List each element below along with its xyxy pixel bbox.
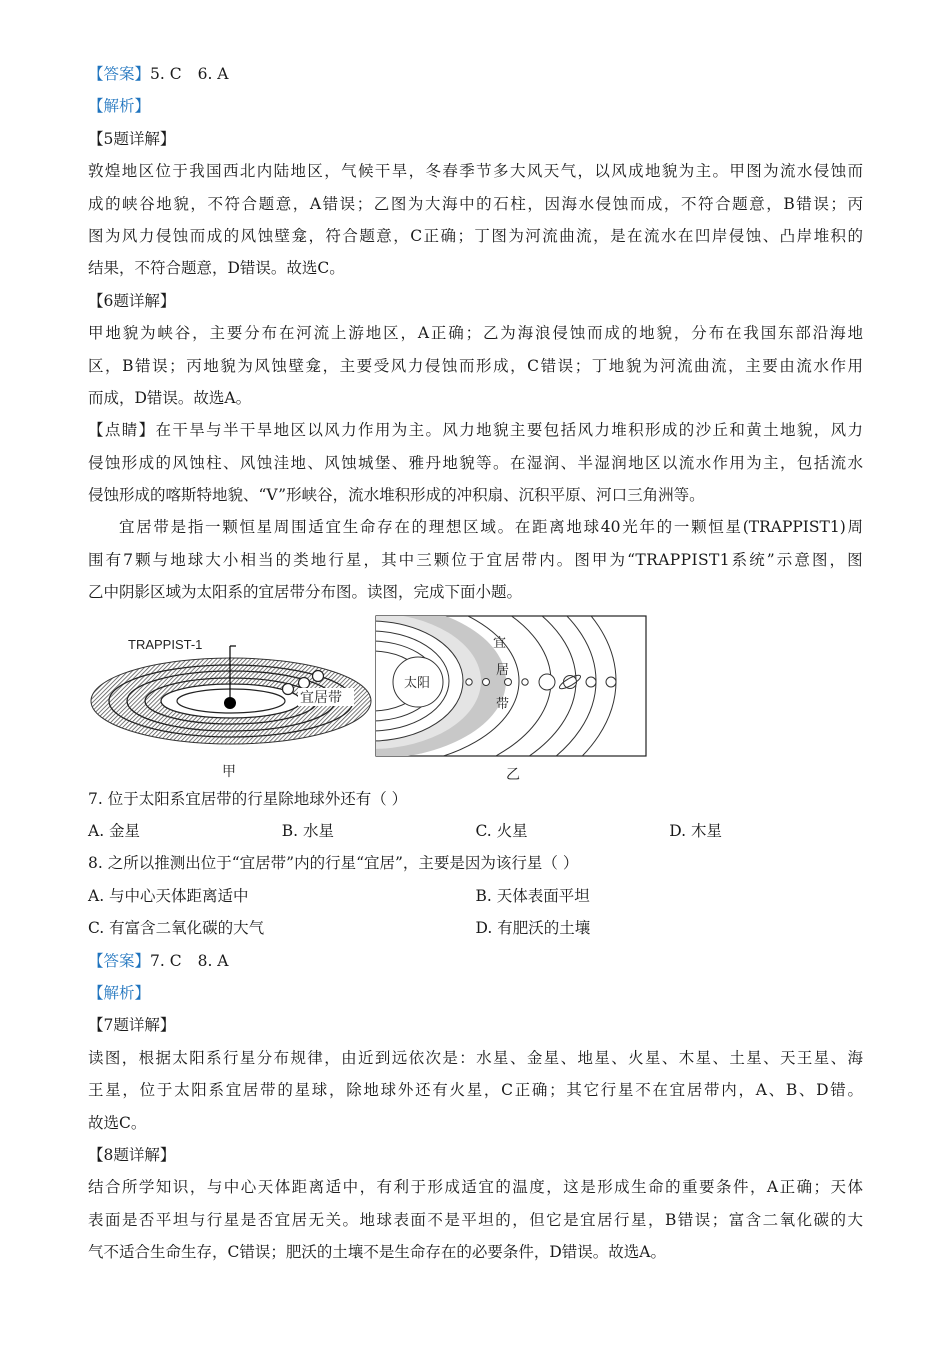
answer-8: 8. A [197,951,229,970]
q8-options-row-2 [88,912,863,944]
answer-7: 7. C [150,951,182,970]
sun-label: 太阳 [404,675,431,691]
q7-stem: 7. 位于太阳系宜居带的行星除地球外还有（ ） [88,789,408,808]
q7-option-b: B. 水星 [281,822,334,841]
q5-detail-line: 结果，不符合题意，D错误。故选C。 [88,259,345,278]
q7-detail-heading: 【7题详解】 [88,1016,176,1035]
q8-detail-line: 气不适合生命生存，C错误；肥沃的土壤不是生命存在的必要条件，D错误。故选A。 [88,1243,666,1262]
document-page [88,58,863,1269]
q8-stem: 8. 之所以推测出位于“宜居带”内的行星“宜居”，主要是因为该行星（ ） [88,854,579,873]
planet-icon [539,674,555,690]
panel-jia [91,637,371,780]
q5-detail-line: 成的峡谷地貌，不符合题意，A错误；乙图为大海中的石柱，因海水侵蚀而成，不符合题意，B错误；丙 [88,194,863,213]
yi-zone-char: 带 [496,696,510,712]
q8-detail-heading: 【8题详解】 [88,1145,176,1164]
q5-detail-line: 图为风力侵蚀而成的风蚀壁龛，符合题意，C正确；丁图为河流曲流，是在流水在凹岸侵蚀、凸岸堆积的 [88,226,863,245]
planet-icon [586,677,596,687]
q7-detail-line: 王星，位于太阳系宜居带的星球，除地球外还有火星，C正确；其它行星不在宜居带内，A、B、D错。 [88,1081,863,1100]
q8-option-b: B. 天体表面平坦 [475,886,590,905]
planet-icon [283,683,294,694]
answer-line-2 [88,945,863,977]
answer-6: 6. A [197,65,229,83]
q7-option-c: C. 火星 [475,822,528,841]
passage-line: 围有7颗与地球大小相当的类地行星，其中三颗位于宜居带内。图甲为“TRAPPIST1系统”示意图，图 [88,550,863,569]
figure-svg [88,613,863,781]
planet-icon [606,677,616,687]
q8-detail-line: 表面是否平坦与行星是否宜居无关。地球表面不是平坦的，但它是宜居行星，B错误；富含二氧化碳的大 [88,1210,863,1229]
q8-option-c: C. 有富含二氧化碳的大气 [88,919,265,938]
trappist-label: TRAPPIST-1 [128,636,203,652]
yi-zone-char: 宜 [493,635,507,651]
analysis-tag-1: 【解析】 [88,97,151,116]
planet-icon [483,678,490,685]
analysis-tag-2: 【解析】 [88,983,151,1002]
q7-option-d: D. 木星 [669,822,722,841]
q5-detail-line: 敦煌地区位于我国西北内陆地区，气候干旱，冬春季节多大风天气，以风成地貌为主。甲图为流水侵蚀而 [88,162,863,181]
q7-option-a: A. 金星 [88,822,141,841]
q7-detail-line: 故选C。 [88,1113,147,1132]
yi-zone-char: 居 [496,662,510,678]
jia-zone-label: 宜居带 [300,689,342,706]
planet-icon [505,678,512,685]
dianjing-line: 【点睛】在干旱与半干旱地区以风力作用为主。风力地貌主要包括风力堆积形成的沙丘和黄土地貌，风力 [88,421,863,440]
planet-icon [313,670,324,681]
planet-icon [522,678,528,684]
q8-option-d: D. 有肥沃的土壤 [475,919,591,938]
q8-detail-line: 结合所学知识，与中心天体距离适中，有利于形成适宜的温度，这是形成生命的重要条件，A正确；天体 [88,1178,863,1197]
q6-detail-line: 而成，D错误。故选A。 [88,388,252,407]
yi-caption: 乙 [506,766,520,781]
answer-line-1 [88,58,863,90]
q5-detail-heading: 【5题详解】 [88,129,176,148]
answer-5: 5. C [150,65,182,83]
dianjing-tag: 【点睛】 [88,421,156,440]
passage-line: 宜居带是指一颗恒星周围适宜生命存在的理想区域。在距离地球40光年的一颗恒星(TRAPPIST1)周 [119,518,863,537]
q6-detail-heading: 【6题详解】 [88,291,176,310]
answer-tag: 【答案】 [88,65,151,83]
q6-detail-line: 区，B错误；丙地貌为风蚀壁龛，主要受风力侵蚀而形成，C错误；丁地貌为河流曲流，主要由流水作用 [88,356,863,375]
q8-options-row-1 [88,880,863,912]
q8-option-a: A. 与中心天体距离适中 [88,886,249,905]
q6-detail-line: 甲地貌为峡谷，主要分布在河流上游地区，A正确；乙为海浪侵蚀而成的地貌，分布在我国东部沿海地 [88,324,863,343]
q7-options [88,815,863,847]
planet-icon [299,677,310,688]
figure-habitable-zone [88,613,863,781]
answer-tag: 【答案】 [88,951,151,970]
q7-detail-line: 读图，根据太阳系行星分布规律，由近到远依次是：水星、金星、地星、火星、木星、土星、天王星、海 [88,1048,863,1067]
star-icon [224,697,236,709]
planet-icon [466,678,472,684]
jia-caption: 甲 [222,763,236,780]
passage-line: 乙中阴影区域为太阳系的宜居带分布图。读图，完成下面小题。 [88,583,523,602]
dianjing-line: 侵蚀形成的喀斯特地貌、“V”形峡谷，流水堆积形成的冲积扇、沉积平原、河口三角洲等。 [88,486,705,505]
dianjing-line: 侵蚀形成的风蚀柱、风蚀洼地、风蚀城堡、雅丹地貌等。在湿润、半湿润地区以流水作用为主，包括流水 [88,453,863,472]
